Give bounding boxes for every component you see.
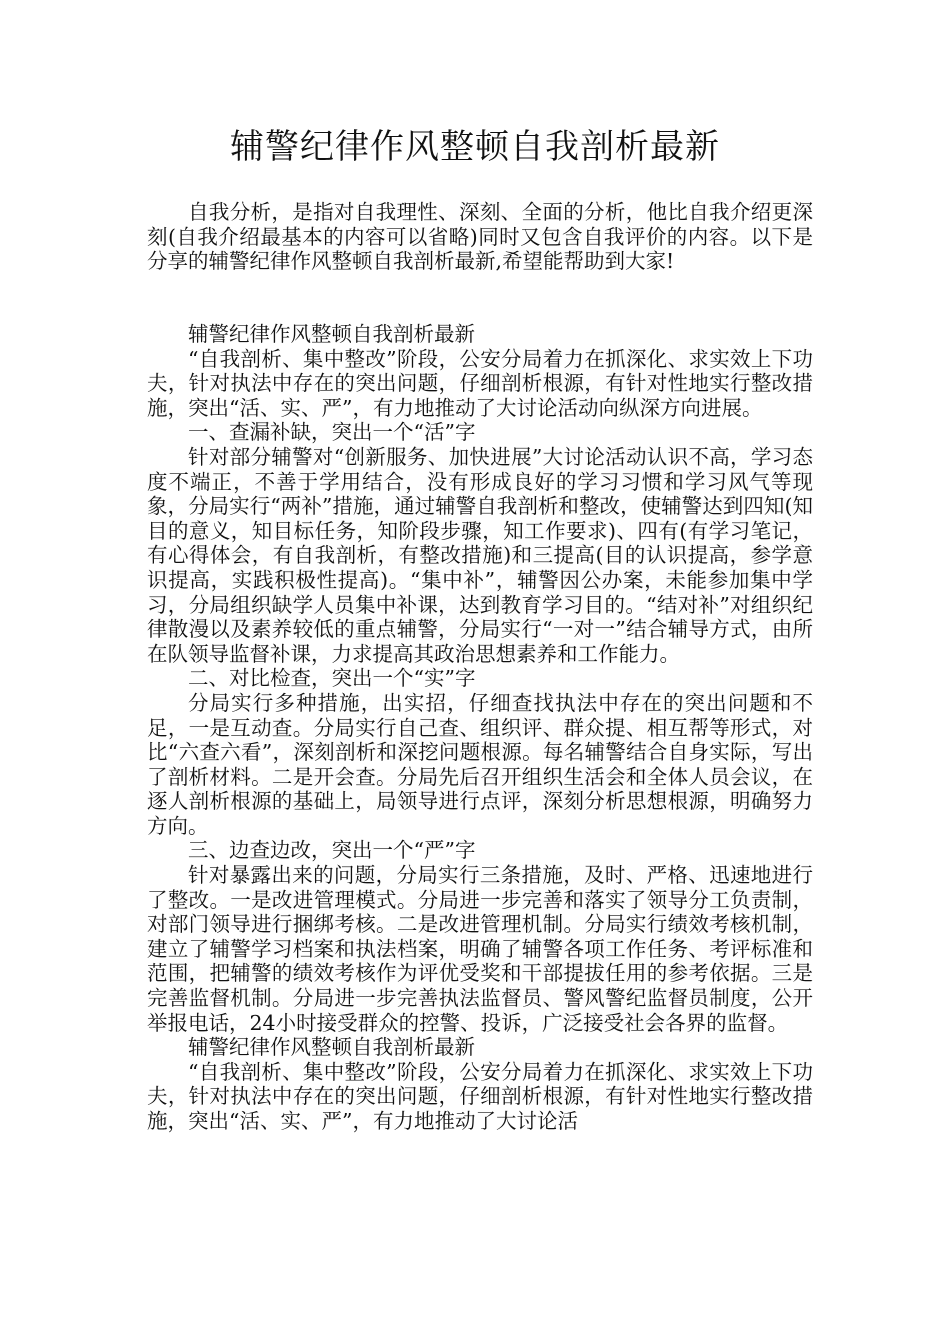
- subsection-heading: 三、边查边改，突出一个“严”字: [188, 838, 476, 863]
- section-heading: 辅警纪律作风整顿自我剖析最新: [188, 1035, 475, 1060]
- body-paragraph: 分局实行多种措施，出实招，仔细查找执法中存在的突出问题和不足，一是互动查。分局实行自己查、组织评、群众提、相互帮等形式，对比“六查六看”，深刻剖析和深挖问题根源。每名辅警结合自身实际，写出了剖析材料。二是开会查。分局先后召开组织生活会和全体人员会议，在逐人剖析根源的基础上，局领导进行点评，深刻分析思想根源，明确努力方向。: [147, 690, 813, 838]
- subsection-heading: 一、查漏补缺，突出一个“活”字: [188, 420, 476, 445]
- main-content: [147, 322, 813, 1134]
- body-paragraph: “自我剖析、集中整改”阶段，公安分局着力在抓深化、求实效上下功夫，针对执法中存在的突出问题，仔细剖析根源，有针对性地实行整改措施，突出“活、实、严”，有力地推动了大讨论活动向纵深方向进展。: [147, 346, 813, 420]
- section-heading: 辅警纪律作风整顿自我剖析最新: [188, 322, 475, 346]
- page-title: 辅警纪律作风整顿自我剖析最新: [230, 127, 720, 167]
- intro-paragraph: 自我分析，是指对自我理性、深刻、全面的分析，他比自我介绍更深刻(自我介绍最基本的内容可以省略)同时又包含自我评价的内容。以下是分享的辅警纪律作风整顿自我剖析最新,希望能帮助到大家!: [147, 200, 813, 274]
- body-paragraph: 针对部分辅警对“创新服务、加快进展”大讨论活动认识不高，学习态度不端正，不善于学用结合，没有形成良好的学习习惯和学习风气等现象，分局实行“两补”措施，通过辅警自我剖析和整改，使辅警达到四知(知目的意义，知目标任务，知阶段步骤，知工作要求)、四有(有学习笔记，有心得体会，有自我剖析，有整改措施)和三提高(目的认识提高，参学意识提高，实践积极性提高)。“集中补”，辅警因公办案，未能参加集中学习，分局组织缺学人员集中补课，达到教育学习目的。“结对补”对组织纪律散漫以及素养较低的重点辅警，分局实行“一对一”结合辅导方式，由所在队领导监督补课，力求提高其政治思想素养和工作能力。: [147, 444, 813, 666]
- intro-section: [147, 200, 813, 274]
- body-paragraph: “自我剖析、集中整改”阶段，公安分局着力在抓深化、求实效上下功夫，针对执法中存在的突出问题，仔细剖析根源，有针对性地实行整改措施，突出“活、实、严”，有力地推动了大讨论活: [147, 1059, 813, 1133]
- body-paragraph: 针对暴露出来的问题，分局实行三条措施，及时、严格、迅速地进行了整改。一是改进管理模式。分局进一步完善和落实了领导分工负责制，对部门领导进行捆绑考核。二是改进管理机制。分局实行绩效考核机制，建立了辅警学习档案和执法档案，明确了辅警各项工作任务、考评标准和范围，把辅警的绩效考核作为评优受奖和干部提拔任用的参考依据。三是完善监督机制。分局进一步完善执法监督员、警风警纪监督员制度，公开举报电话，24小时接受群众的控警、投诉，广泛接受社会各界的监督。: [147, 863, 813, 1035]
- subsection-heading: 二、对比检查，突出一个“实”字: [188, 666, 476, 691]
